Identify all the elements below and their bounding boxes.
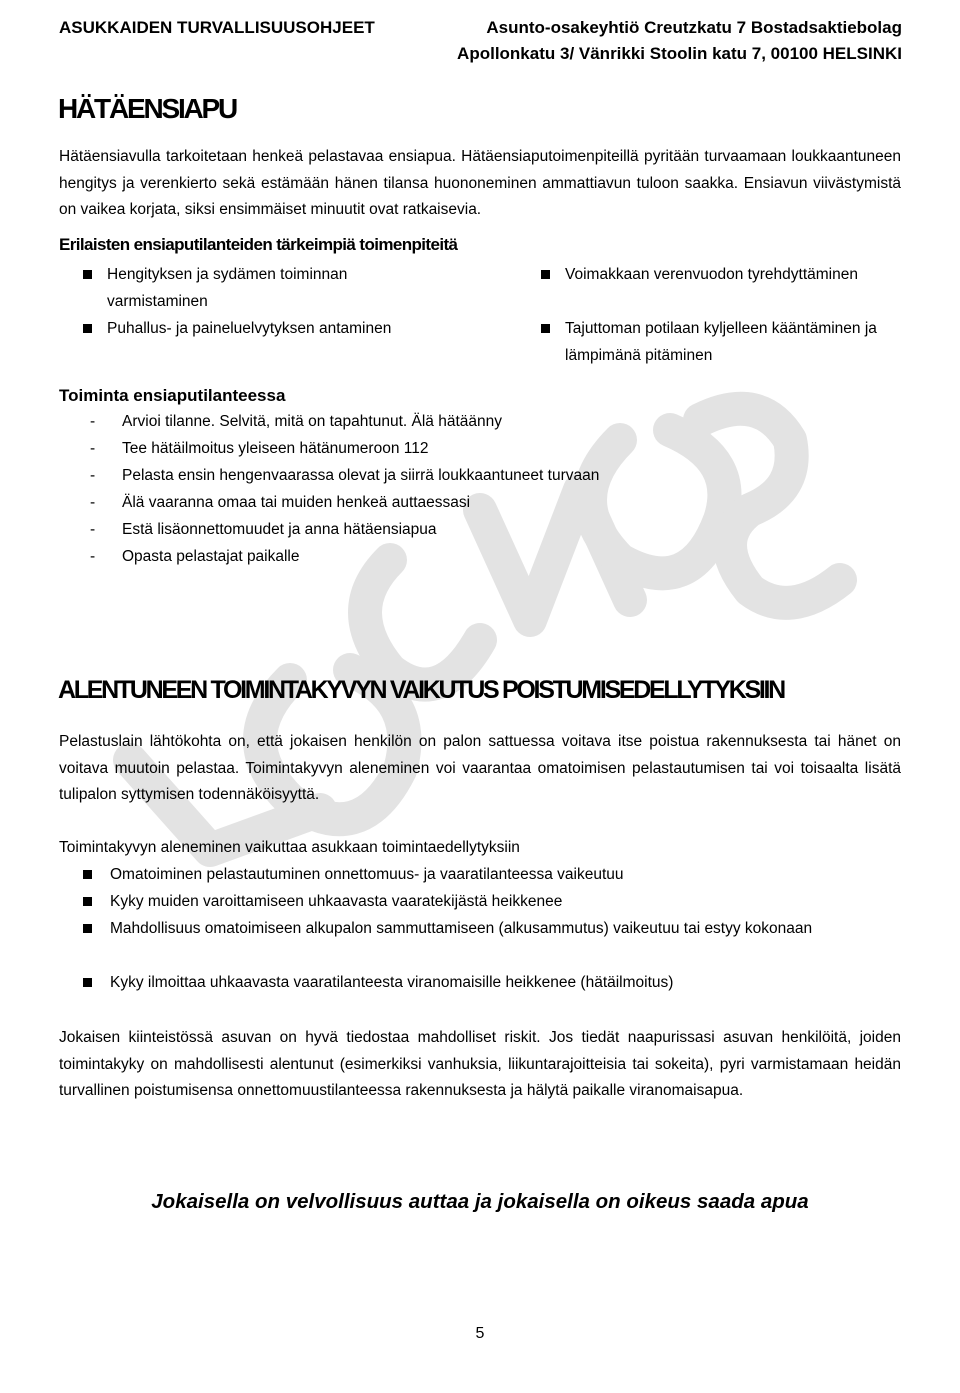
bullet-square-icon — [83, 924, 92, 933]
capacity-item — [83, 889, 863, 916]
measure-text: Hengityksen ja sydämen toiminnan varmistaminen — [107, 266, 348, 310]
capacity-text: Omatoiminen pelastautuminen onnettomuus- ja vaaratilanteessa vaikeutuu — [110, 866, 624, 883]
bullet-square-icon — [83, 897, 92, 906]
bullet-square-icon — [541, 324, 550, 333]
bullet-square-icon — [83, 978, 92, 987]
motto: Jokaisella on velvollisuus auttaa ja jokaisella on oikeus saada apua — [151, 1190, 809, 1213]
header-title: ASUKKAIDEN TURVALLISUUSOHJEET — [59, 18, 375, 37]
bullet-square-icon — [83, 870, 92, 879]
capacity-text: Mahdollisuus omatoimiseen alkupalon sammuttamiseen (alkusammutus) vaikeutuu tai estyy kokonaan — [110, 920, 813, 937]
section-title-first-aid: HÄTÄENSIAPU — [58, 93, 237, 124]
measure-item — [83, 262, 423, 315]
capacity-text: Kyky ilmoittaa uhkaavasta vaaratilanteesta viranomaisille heikkenee (hätäilmoitus) — [110, 974, 674, 991]
evacuation-paragraph: Pelastuslain lähtökohta on, että jokaisen henkilön on palon sattuessa voitava itse poistua rakennuksesta tai hänet on voitava muutoin pelastaa. Toimintakyvyn aleneminen voi vaarantaa omatoimisen pelastautumisen tai voi toisaalta lisätä tulipalon syttymisen todennäköisyyttä. — [59, 733, 901, 803]
bullet-square-icon — [83, 324, 92, 333]
document-page: ASUKKAIDEN TURVALLISUUSOHJEET Asunto-osakeyhtiö Creutzkatu 7 Bostadsaktiebolag Apollonkatu 3/ Vänrikki Stoolin katu 7, 00100 HELSINKI HÄTÄENSIAPU Hätäensiavulla tarkoitetaan henkeä pelastavaa ensiapua. Hätäensiaputoimenpiteillä pyritään turvaamaan loukkaantuneen hengitys ja verenkierto sekä estämään hänen tilansa huononeminen ammattiavun tuloon saakka. Ensiavun viivästymistä on vaikea korjata, siksi ensimmäiset minuutit ovat ratkaisevia. Erilaisten ensiaputilanteiden tärkeimpiä toimenpiteitä Hengityksen ja sydämen toiminnan varmistaminen Voimakkaan verenvuodon tyrehdyttäminen Puhallus- ja paineluelvytyksen antaminen Tajuttoman potilaan kyljelleen kääntäminen ja lämpimänä pitäminen Toiminta ensiaputilanteessa - Arvioi tilanne. Selvitä, mitä on tapahtunut. Älä hätäänny - Tee hätäilmoitus yleiseen hätänumeroon 112 - Pelasta ensin hengenvaarassa olevat ja siirrä loukkaantuneet turvaan - Älä vaaranna omaa tai muiden henkeä auttaessasi - Estä lisäonnettomuudet ja anna hätäensiapua - Opasta pelastajat paikalle ALENTUNEEN TOIMINTAKYVYN VAIKUTUS POISTUMISEDELLYTYKSIIN Pelastuslain lähtökohta on, että jokaisen henkilön on palon sattuessa voitava itse poistua rakennuksesta tai hänet on voitava muutoin pelastaa. Toimintakyvyn aleneminen voi vaarantaa omatoimisen pelastautumisen tai voi toisaalta lisätä tulipalon syttymisen todennäköisyyttä. Toimintakyvyn aleneminen vaikuttaa asukkaan toimintaedellytyksiin Omatoiminen pelastautuminen onnettomuus- ja vaaratilanteessa vaikeutuu Kyky muiden varoittamiseen uhkaavasta vaaratekijästä heikkenee Mahdollisuus omatoimiseen alkupalon sammuttamiseen (alkusammutus) vaikeutuu tai estyy kokonaan Kyky ilmoittaa uhkaavasta vaaratilanteesta viranomaisille heikkenee (hätäilmoitus) Jokaisen kiinteistössä asuvan on hyvä tiedostaa mahdolliset riskit. Jos tiedät naapurissasi asuvan henkilöitä, joiden toimintakyky on mahdollisesti alentunut (esimerkiksi vanhuksia, liikuntarajoitteisia tai sokeita), pyri varmistamaan heidän turvallinen poistumisensa onnettomuustilanteessa rakennuksesta ja hälytä paikalle viranomaisapua. Jokaisella on velvollisuus auttaa ja jokaisella on oikeus saada apua 5 — [0, 0, 960, 1393]
measure-text: Puhallus- ja paineluelvytyksen antaminen — [107, 320, 392, 337]
action-text: Tee hätäilmoitus yleiseen hätänumeroon 112 — [122, 440, 429, 457]
action-text: Opasta pelastajat paikalle — [122, 548, 300, 565]
measure-item — [83, 316, 483, 343]
bullet-square-icon — [83, 270, 92, 279]
measures-heading: Erilaisten ensiaputilanteiden tärkeimpiä toimenpiteitä — [59, 235, 458, 254]
capacity-item — [83, 916, 843, 943]
bullet-square-icon — [541, 270, 550, 279]
header-address: Apollonkatu 3/ Vänrikki Stoolin katu 7, 00100 HELSINKI — [457, 44, 902, 63]
action-heading: Toiminta ensiaputilanteessa — [59, 386, 286, 405]
measure-item — [541, 316, 931, 369]
neighbours-paragraph: Jokaisen kiinteistössä asuvan on hyvä tiedostaa mahdolliset riskit. Jos tiedät naapurissasi asuvan henkilöitä, joiden toimintakyky on mahdollisesti alentunut (esimerkiksi vanhuksia, liikuntarajoitteisia tai sokeita), pyri varmistamaan heidän turvallinen poistumisensa onnettomuustilanteessa rakennuksesta ja hälytä paikalle viranomaisapua. — [59, 1029, 901, 1099]
capacity-text: Kyky muiden varoittamiseen uhkaavasta vaaratekijästä heikkenee — [110, 893, 563, 910]
action-text: Estä lisäonnettomuudet ja anna hätäensiapua — [122, 521, 437, 538]
capacity-item — [83, 970, 863, 997]
action-text: Pelasta ensin hengenvaarassa olevat ja siirrä loukkaantuneet turvaan — [122, 467, 600, 484]
section-title-reduced-capacity: ALENTUNEEN TOIMINTAKYVYN VAIKUTUS POISTUMISEDELLYTYKSIIN — [58, 676, 784, 704]
action-text: Älä vaaranna omaa tai muiden henkeä auttaessasi — [122, 494, 471, 511]
header-company: Asunto-osakeyhtiö Creutzkatu 7 Bostadsaktiebolag — [486, 18, 902, 37]
action-text: Arvioi tilanne. Selvitä, mitä on tapahtunut. Älä hätäänny — [122, 413, 502, 430]
measure-text: Tajuttoman potilaan kyljelleen kääntäminen ja lämpimänä pitäminen — [565, 320, 877, 364]
capacity-list-intro: Toimintakyvyn aleneminen vaikuttaa asukkaan toimintaedellytyksiin — [59, 839, 520, 856]
measure-text: Voimakkaan verenvuodon tyrehdyttäminen — [565, 266, 858, 283]
capacity-item — [83, 862, 863, 889]
first-aid-intro: Hätäensiavulla tarkoitetaan henkeä pelastavaa ensiapua. Hätäensiaputoimenpiteillä pyritään turvaamaan loukkaantuneen hengitys ja verenkierto sekä estämään hänen tilansa huononeminen ammattiavun tuloon saakka. Ensiavun viivästymistä on vaikea korjata, siksi ensimmäiset minuutit ovat ratkaisevia. — [59, 148, 901, 218]
page-number: 5 — [475, 1325, 485, 1342]
measure-item — [541, 262, 921, 289]
